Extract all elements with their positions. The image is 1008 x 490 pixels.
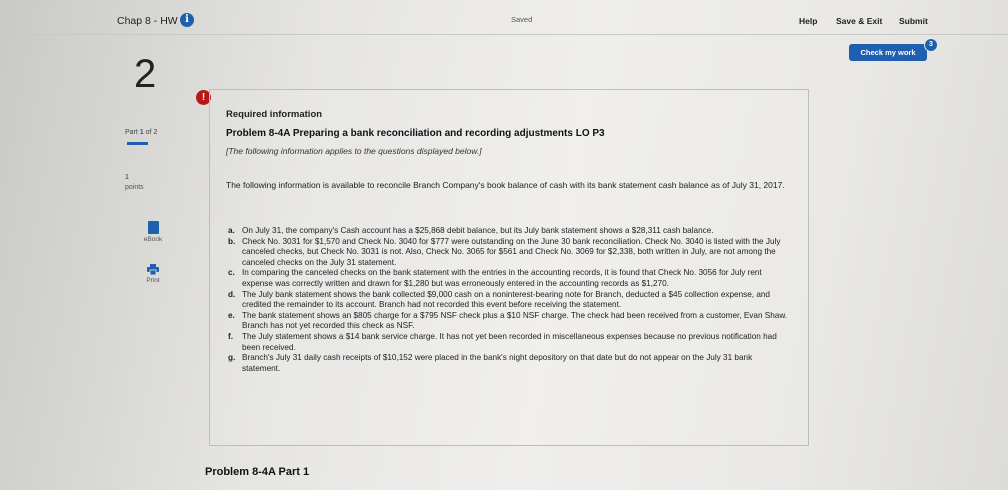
- item-letter: a.: [228, 226, 235, 235]
- check-my-work-button[interactable]: Check my work: [849, 44, 927, 61]
- top-bar: [0, 0, 1008, 35]
- alert-icon: !: [196, 90, 211, 105]
- item-text: Check No. 3031 for $1,570 and Check No. 3040 for $777 were outstanding on the June 30 bank reconciliation. Check No. 3040 is listed with the July canceled checks, but Check No. 3031 is not. Also, Check No. 3065 for $561 and Check No. 3069 for $2,338, both written in July, are not among the canceled checks on the July 31 statement.: [242, 236, 781, 267]
- item-text: The bank statement shows an $805 charge for a $795 NSF check plus a $10 NSF charge. The check had been received from a customer, Evan Shaw. Branch has not yet recorded this check as NSF.: [242, 310, 788, 331]
- list-item: [226, 268, 788, 289]
- list-item: [226, 332, 788, 353]
- printer-icon: [147, 264, 159, 275]
- item-text: The July statement shows a $14 bank service charge. It has not yet been recorded in miscellaneous expenses because no previous notification had been received.: [242, 331, 777, 352]
- save-exit-button[interactable]: Save & Exit: [836, 16, 883, 26]
- points-value: 1: [125, 174, 129, 181]
- item-letter: f.: [228, 331, 234, 341]
- item-text: On July 31, the company's Cash account has a $25,868 debit balance, but its July bank statement shows a $28,311 cash balance.: [242, 226, 714, 235]
- item-letter: d.: [228, 289, 236, 299]
- check-work-count-badge: 3: [924, 38, 938, 52]
- info-icon[interactable]: i: [180, 13, 194, 27]
- part-prefix: Part: [125, 129, 138, 136]
- ebook-label: eBook: [143, 236, 163, 243]
- problem-title: Problem 8-4A Preparing a bank reconciliation and recording adjustments LO P3: [226, 128, 605, 139]
- save-status: Saved: [511, 15, 533, 24]
- assignment-title: Chap 8 - HW: [117, 15, 178, 27]
- transaction-list: [226, 226, 788, 374]
- list-item: [226, 226, 788, 237]
- required-info-heading: Required information: [226, 109, 323, 120]
- applies-note: [The following information applies to the questions displayed below.]: [226, 146, 482, 156]
- part-indicator: [125, 129, 157, 136]
- help-button[interactable]: Help: [799, 16, 818, 26]
- item-text: The July bank statement shows the bank collected $9,000 cash on a noninterest-bearing note for Branch, deducted a $45 collection expense, and credited the remainder to its account. Branch had not recorded this event before receiving the statement.: [242, 289, 770, 310]
- list-item: [226, 237, 788, 269]
- item-letter: c.: [228, 268, 235, 278]
- ebook-button[interactable]: [133, 221, 173, 243]
- list-item: [226, 353, 788, 374]
- part-heading: Problem 8-4A Part 1: [205, 466, 310, 478]
- print-button[interactable]: [133, 264, 173, 284]
- list-item: [226, 311, 788, 332]
- question-number: 2: [134, 52, 157, 96]
- book-icon: [148, 221, 159, 234]
- submit-button[interactable]: Submit: [899, 16, 928, 26]
- item-letter: b.: [228, 236, 236, 246]
- item-letter: g.: [228, 353, 236, 363]
- item-letter: e.: [228, 310, 235, 320]
- item-text: Branch's July 31 daily cash receipts of $10,152 were placed in the bank's night depository on that date but do not appear on the July 31 bank statement.: [242, 353, 753, 373]
- print-label: Print: [146, 277, 160, 284]
- list-item: [226, 290, 788, 311]
- intro-paragraph: The following information is available to reconcile Branch Company's book balance of cash with its bank statement cash balance as of July 31, 2017.: [226, 180, 785, 190]
- points-label: points: [125, 184, 144, 191]
- part-of: of: [145, 129, 152, 136]
- part-progress-bar: [127, 142, 148, 145]
- part-total: 2: [153, 129, 158, 136]
- item-text: In comparing the canceled checks on the bank statement with the entries in the accounting records, it is found that Check No. 3056 for July rent expense was correctly written and drawn for $1,280 but was erroneously entered in the accounting records as $1,270.: [242, 268, 762, 288]
- part-current: 1: [139, 129, 144, 136]
